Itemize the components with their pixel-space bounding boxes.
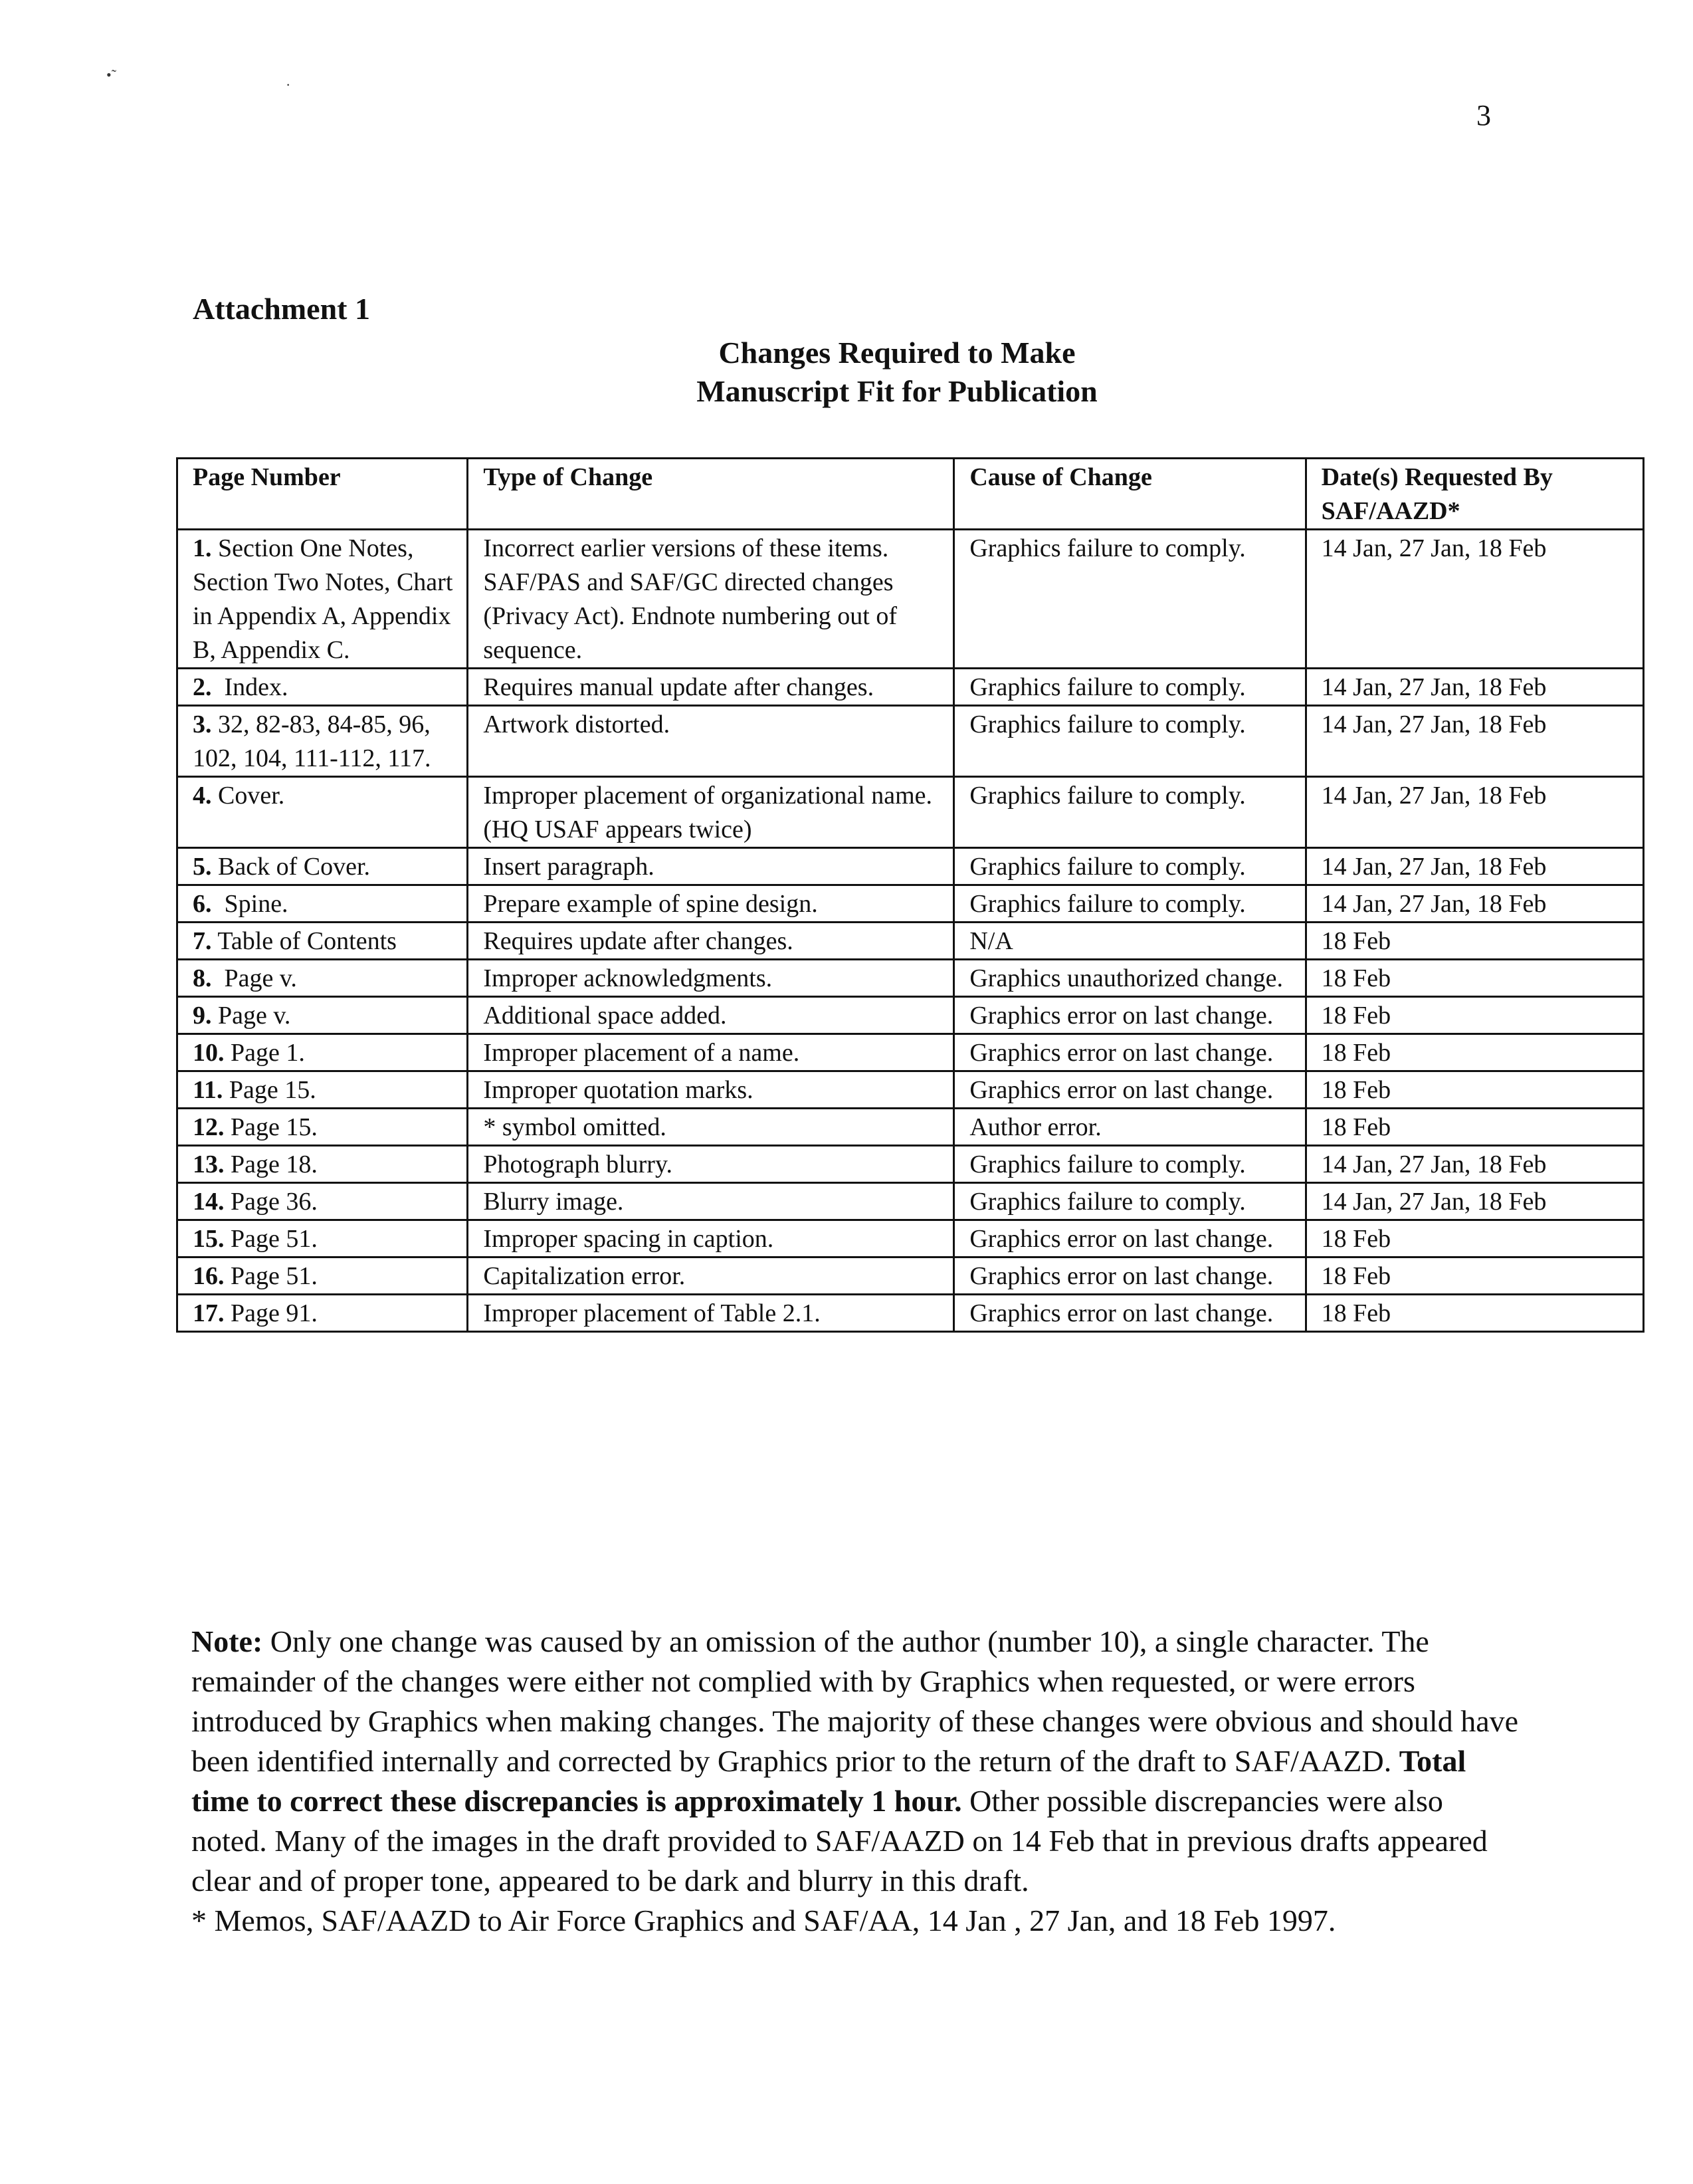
table-row <box>177 706 1644 777</box>
table-header-row <box>177 459 1644 530</box>
cell-dates-requested: 18 Feb <box>1306 1295 1643 1332</box>
header-type-of-change: Type of Change <box>468 459 954 530</box>
page-reference: Page 1. <box>224 1039 305 1067</box>
item-number: 13. <box>193 1150 225 1178</box>
item-number: 6. <box>193 890 212 918</box>
item-number: 9. <box>193 1002 212 1030</box>
page-reference: Page v. <box>211 964 297 992</box>
cell-cause-of-change: Graphics failure to comply. <box>954 848 1306 885</box>
page-reference: Page 18. <box>224 1150 318 1178</box>
cell-cause-of-change: Graphics error on last change. <box>954 997 1306 1034</box>
cell-page-number <box>177 997 468 1034</box>
cell-page-number <box>177 1257 468 1295</box>
scan-artifact-mark: · <box>286 76 291 93</box>
table-row <box>177 1295 1644 1332</box>
cell-dates-requested: 14 Jan, 27 Jan, 18 Feb <box>1306 530 1643 669</box>
cell-dates-requested: 18 Feb <box>1306 1034 1643 1071</box>
note-text-1: Only one change was caused by an omission of the author (number 10), a single character. The remainder of the changes were either not complied with by Graphics when requested, or were errors introduced by Graphics when making changes. The majority of these changes were obvious and should have been identified internally and corrected by Graphics prior to the return of the draft to SAF/AAZD. <box>191 1624 1519 1778</box>
cell-page-number <box>177 960 468 997</box>
cell-cause-of-change: N/A <box>954 923 1306 960</box>
item-number: 15. <box>193 1225 225 1253</box>
item-number: 17. <box>193 1299 225 1327</box>
item-number: 8. <box>193 964 212 992</box>
cell-dates-requested: 14 Jan, 27 Jan, 18 Feb <box>1306 1146 1643 1183</box>
cell-dates-requested: 18 Feb <box>1306 1109 1643 1146</box>
cell-type-of-change: Prepare example of spine design. <box>468 885 954 923</box>
cell-cause-of-change: Graphics failure to comply. <box>954 1183 1306 1220</box>
table-row <box>177 923 1644 960</box>
header-dates-requested: Date(s) Requested By SAF/AAZD* <box>1306 459 1643 530</box>
page-reference: Page 51. <box>224 1225 318 1253</box>
title-line-1: Changes Required to Make <box>718 336 1076 370</box>
note-text-2: Other possible discrepancies were also noted. Many of the images in the draft provided to SAF/AAZD on 14 Feb that in previous drafts appeared clear and of proper tone, appeared to be dark and blurry in this draft. <box>191 1784 1488 1898</box>
cell-dates-requested: 18 Feb <box>1306 1220 1643 1257</box>
cell-cause-of-change: Graphics error on last change. <box>954 1257 1306 1295</box>
page-reference: Back of Cover. <box>211 853 371 881</box>
cell-page-number <box>177 923 468 960</box>
cell-cause-of-change: Graphics error on last change. <box>954 1220 1306 1257</box>
table-row <box>177 1220 1644 1257</box>
cell-type-of-change: Improper spacing in caption. <box>468 1220 954 1257</box>
footnote: * Memos, SAF/AAZD to Air Force Graphics and SAF/AA, 14 Jan , 27 Jan, and 18 Feb 1997. <box>191 1904 1336 1937</box>
page-reference: Cover. <box>211 782 285 810</box>
page-reference: Page v. <box>211 1002 291 1030</box>
cell-type-of-change: Requires update after changes. <box>468 923 954 960</box>
cell-cause-of-change: Graphics error on last change. <box>954 1295 1306 1332</box>
cell-dates-requested: 14 Jan, 27 Jan, 18 Feb <box>1306 1183 1643 1220</box>
table-row <box>177 1146 1644 1183</box>
cell-type-of-change: Improper placement of organizational name. (HQ USAF appears twice) <box>468 777 954 848</box>
cell-page-number <box>177 530 468 669</box>
changes-table <box>176 457 1644 1333</box>
cell-type-of-change: Insert paragraph. <box>468 848 954 885</box>
cell-dates-requested: 18 Feb <box>1306 1257 1643 1295</box>
cell-page-number <box>177 1034 468 1071</box>
cell-type-of-change: Requires manual update after changes. <box>468 669 954 706</box>
cell-page-number <box>177 1071 468 1109</box>
cell-type-of-change: Blurry image. <box>468 1183 954 1220</box>
table-row <box>177 1034 1644 1071</box>
cell-type-of-change: Improper acknowledgments. <box>468 960 954 997</box>
table-row <box>177 1257 1644 1295</box>
cell-cause-of-change: Graphics error on last change. <box>954 1071 1306 1109</box>
cell-type-of-change: Improper quotation marks. <box>468 1071 954 1109</box>
attachment-label: Attachment 1 <box>193 292 370 326</box>
item-number: 11. <box>193 1076 223 1104</box>
cell-type-of-change: Photograph blurry. <box>468 1146 954 1183</box>
cell-page-number <box>177 1109 468 1146</box>
cell-dates-requested: 14 Jan, 27 Jan, 18 Feb <box>1306 885 1643 923</box>
item-number: 7. <box>193 927 212 955</box>
header-cause-of-change: Cause of Change <box>954 459 1306 530</box>
page-reference: Page 36. <box>224 1188 318 1216</box>
page-reference: Page 91. <box>224 1299 318 1327</box>
page-reference: 32, 82-83, 84-85, 96, 102, 104, 111-112, 117. <box>193 710 437 772</box>
item-number: 2. <box>193 673 212 701</box>
cell-cause-of-change: Graphics unauthorized change. <box>954 960 1306 997</box>
table-row <box>177 1183 1644 1220</box>
cell-dates-requested: 14 Jan, 27 Jan, 18 Feb <box>1306 848 1643 885</box>
table-row <box>177 997 1644 1034</box>
table-row <box>177 960 1644 997</box>
page-reference: Table of Contents <box>211 927 397 955</box>
item-number: 12. <box>193 1113 225 1141</box>
cell-cause-of-change: Graphics failure to comply. <box>954 1146 1306 1183</box>
cell-dates-requested: 18 Feb <box>1306 960 1643 997</box>
cell-page-number <box>177 777 468 848</box>
cell-type-of-change: * symbol omitted. <box>468 1109 954 1146</box>
scan-artifact-mark: •˜ <box>106 66 117 83</box>
page-reference: Section One Notes, Section Two Notes, Chart in Appendix A, Appendix B, Appendix C. <box>193 534 459 664</box>
page-reference: Page 15. <box>224 1113 318 1141</box>
item-number: 4. <box>193 782 212 810</box>
item-number: 1. <box>193 534 212 562</box>
table-row <box>177 885 1644 923</box>
table-row <box>177 1071 1644 1109</box>
cell-type-of-change: Artwork distorted. <box>468 706 954 777</box>
cell-dates-requested: 18 Feb <box>1306 997 1643 1034</box>
cell-dates-requested: 14 Jan, 27 Jan, 18 Feb <box>1306 669 1643 706</box>
note-label: Note: <box>191 1624 263 1658</box>
cell-page-number <box>177 1183 468 1220</box>
page-reference: Spine. <box>211 890 288 918</box>
item-number: 16. <box>193 1262 225 1290</box>
cell-dates-requested: 18 Feb <box>1306 1071 1643 1109</box>
cell-page-number <box>177 669 468 706</box>
table-row <box>177 777 1644 848</box>
table-row <box>177 848 1644 885</box>
cell-type-of-change: Additional space added. <box>468 997 954 1034</box>
item-number: 3. <box>193 710 212 738</box>
note-paragraph <box>191 1622 1520 1941</box>
page-reference: Index. <box>211 673 288 701</box>
cell-type-of-change: Improper placement of Table 2.1. <box>468 1295 954 1332</box>
table-row <box>177 530 1644 669</box>
cell-dates-requested: 18 Feb <box>1306 923 1643 960</box>
page-number: 3 <box>1476 99 1491 132</box>
cell-cause-of-change: Graphics failure to comply. <box>954 885 1306 923</box>
cell-cause-of-change: Graphics failure to comply. <box>954 777 1306 848</box>
cell-page-number <box>177 706 468 777</box>
document-title <box>598 334 1196 411</box>
cell-type-of-change: Improper placement of a name. <box>468 1034 954 1071</box>
cell-page-number <box>177 1146 468 1183</box>
cell-page-number <box>177 885 468 923</box>
item-number: 14. <box>193 1188 225 1216</box>
cell-cause-of-change: Graphics failure to comply. <box>954 669 1306 706</box>
cell-cause-of-change: Graphics error on last change. <box>954 1034 1306 1071</box>
table-row <box>177 1109 1644 1146</box>
cell-page-number <box>177 1220 468 1257</box>
cell-page-number <box>177 1295 468 1332</box>
page-reference: Page 15. <box>223 1076 316 1104</box>
cell-dates-requested: 14 Jan, 27 Jan, 18 Feb <box>1306 706 1643 777</box>
cell-cause-of-change: Author error. <box>954 1109 1306 1146</box>
item-number: 5. <box>193 853 212 881</box>
cell-type-of-change: Capitalization error. <box>468 1257 954 1295</box>
item-number: 10. <box>193 1039 225 1067</box>
cell-cause-of-change: Graphics failure to comply. <box>954 530 1306 669</box>
cell-cause-of-change: Graphics failure to comply. <box>954 706 1306 777</box>
table-row <box>177 669 1644 706</box>
cell-type-of-change: Incorrect earlier versions of these items. SAF/PAS and SAF/GC directed changes (Privacy Act). Endnote numbering out of sequence. <box>468 530 954 669</box>
cell-page-number <box>177 848 468 885</box>
page-reference: Page 51. <box>224 1262 318 1290</box>
note-bold-text: Total time to correct these discrepancies is approximately 1 hour. <box>191 1744 1466 1818</box>
header-page-number: Page Number <box>177 459 468 530</box>
cell-dates-requested: 14 Jan, 27 Jan, 18 Feb <box>1306 777 1643 848</box>
title-line-2: Manuscript Fit for Publication <box>696 374 1098 408</box>
